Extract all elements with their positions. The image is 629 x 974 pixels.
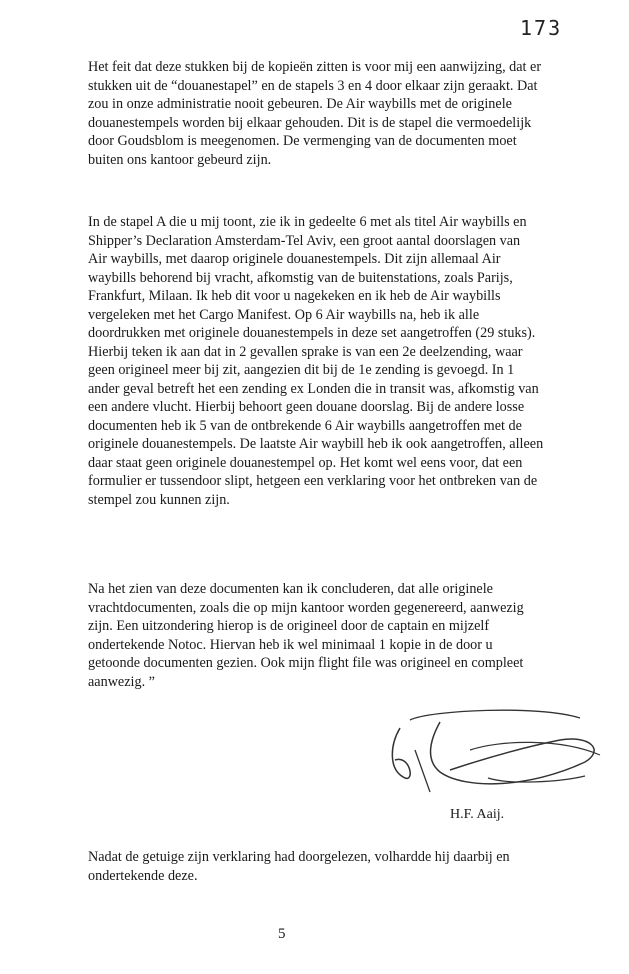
text-line: een andere vlucht. Hierbij behoort geen douane doorslag. Bij de andere losse	[88, 399, 525, 415]
text-line: Hierbij teken ik aan dat in 2 gevallen sprake is van een 2e deelzending, waar	[88, 343, 523, 360]
text-line: ondertekende deze.	[88, 867, 198, 884]
text-line: daar staat geen originele douanestempel op. Het komt wel eens voor, dat een	[88, 454, 523, 471]
text-line: Air waybills, met daarop originele douanestempels. Dit zijn allemaal Air	[88, 251, 501, 267]
text-line: douanestempels worden bij elkaar gehouden. Dit is de stapel die vermoedelijk	[88, 114, 532, 131]
text-line: Frankfurt, Milaan. Ik heb dit voor u nagekeken en ik heb de Air waybills	[88, 288, 501, 304]
text-line: In de stapel A die u mij toont, zie ik in gedeelte 6 met als titel Air waybills en	[88, 214, 527, 230]
text-line: doordrukken met originele douanestempels in deze set aangetroffen (29 stuks).	[88, 325, 536, 341]
text-line: aanwezig. ”	[88, 673, 155, 690]
text-line: originele douanestempels. De laatste Air waybill heb ik ook aangetroffen, alleen	[88, 436, 544, 452]
text-line: getoonde documenten gezien. Ook mijn flight file was origineel en compleet	[88, 655, 524, 671]
page-number-top: 173	[520, 16, 563, 40]
paragraph-1	[88, 58, 568, 169]
text-line: waybills behorend bij vracht, afkomstig van de buitenstations, zoals Parijs,	[88, 269, 513, 286]
text-line: ander geval betreft het een zending ex Londen die in transit was, afkomstig van	[88, 380, 539, 397]
text-line: zou in onze administratie nooit gebeuren. De Air waybills met de originele	[88, 96, 512, 112]
text-line: zijn. Een uitzondering hierop is de origineel door de captain en mijzelf	[88, 618, 490, 634]
text-line: documenten heb ik 5 van de ontbrekende 6 Air waybills aangetroffen met de	[88, 417, 522, 434]
paragraph-3	[88, 580, 568, 691]
text-line: geen origineel meer bij zit, aangezien dit bij de 1e zending is gevoegd. In 1	[88, 362, 515, 378]
text-line: Het feit dat deze stukken bij de kopieën zitten is voor mij een aanwijzing, dat er	[88, 59, 542, 75]
text-line: formulier er tussendoor slipt, hetgeen een verklaring voor het ontbreken van de	[88, 473, 538, 489]
paragraph-2	[88, 213, 568, 509]
text-line: stempel zou kunnen zijn.	[88, 491, 230, 508]
closing-paragraph	[88, 848, 568, 885]
text-line: door Goudsblom is meegenomen. De vermenging van de documenten moet	[88, 133, 517, 149]
handwritten-signature	[370, 700, 610, 800]
text-line: Shipper’s Declaration Amsterdam-Tel Aviv, een groot aantal doorslagen van	[88, 232, 521, 249]
text-line: buiten ons kantoor gebeurd zijn.	[88, 151, 272, 168]
text-line: ondertekende Notoc. Hiervan heb ik wel minimaal 1 kopie in de door u	[88, 636, 493, 653]
text-line: stukken uit de “douanestapel” en de stapels 3 en 4 door elkaar zijn geraakt. Dat	[88, 77, 538, 94]
text-line: Nadat de getuige zijn verklaring had doorgelezen, volhardde hij daarbij en	[88, 849, 510, 865]
page-number-bottom: 5	[278, 926, 286, 942]
signatory-name: H.F. Aaij.	[450, 807, 505, 822]
text-line: Na het zien van deze documenten kan ik concluderen, dat alle originele	[88, 581, 493, 597]
text-line: vergeleken met het Cargo Manifest. Op 6 Air waybills na, heb ik alle	[88, 306, 480, 323]
text-line: vrachtdocumenten, zoals die op mijn kantoor worden gegenereerd, aanwezig	[88, 599, 524, 616]
